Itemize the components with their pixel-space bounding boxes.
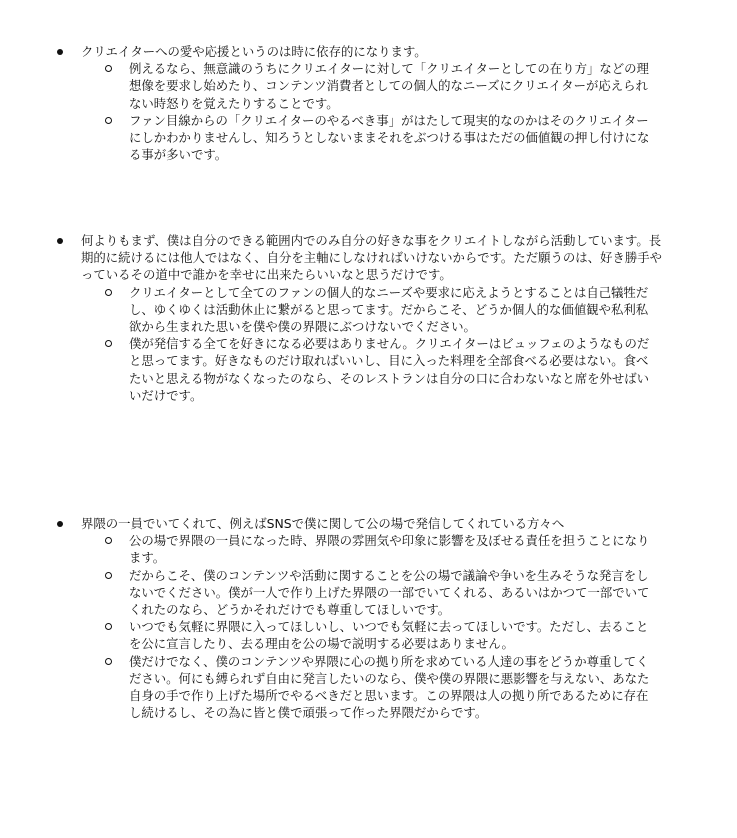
bullet-dot-icon <box>57 238 63 244</box>
bullet-text: 何よりもまず、僕は自分のできる範囲内でのみ自分の好きな事をクリエイトしながら活動しています。長期的に続けるには他人ではなく、自分を主軸にしなければいけないからです。ただ願うのは、好き勝手やっているその道中で誰かを幸せに出来たらいいなと思うだけです。 <box>81 233 662 283</box>
sub-bullet-circle-icon <box>105 65 112 72</box>
sub-bullet-text: だからこそ、僕のコンテンツや活動に関することを公の場で議論や争いを生みそうな発言をしないでください。僕が一人で作り上げた界隈の一部でいてくれる、あるいはかつて一部でいてくれたのなら、どうかそれだけでも尊重してほしいです。 <box>129 567 650 618</box>
sub-bullet-item <box>0 335 659 404</box>
bullet-item <box>0 515 667 532</box>
section-my-activity <box>0 232 737 404</box>
sub-bullet-text: いつでも気軽に界隈に入ってほしいし、いつでも気軽に去ってほしいです。ただし、去ることを公に宣言したり、去る理由を公の場で説明する必要はありません。 <box>129 619 649 652</box>
sub-bullet-circle-icon <box>105 340 112 347</box>
sub-bullet-item <box>0 60 659 112</box>
sub-bullet-item <box>0 284 659 336</box>
bullet-text: 界隈の一員でいてくれて、例えばSNSで僕に関して公の場で発信してくれている方々へ <box>81 516 565 531</box>
sub-bullet-item <box>0 653 659 722</box>
sub-bullet-item <box>0 618 659 652</box>
bullet-item <box>0 43 667 60</box>
sub-bullet-circle-icon <box>105 623 112 630</box>
sub-bullet-text: 僕だけでなく、僕のコンテンツや界隈に心の拠り所を求めている人達の事をどうか尊重してください。何にも縛られず自由に発言したいのなら、僕や僕の界隈に悪影響を与えない、あなた自身の手で作り上げた場所でやるべきだと思います。この界隈は人の拠り所であるために存在し続けるし、その為に皆と僕で頑張って作った界隈だからです。 <box>129 653 650 721</box>
sub-bullet-circle-icon <box>105 117 112 124</box>
sub-bullet-item <box>0 567 659 619</box>
bullet-dot-icon <box>57 49 63 55</box>
sub-bullet-circle-icon <box>105 537 112 544</box>
sub-bullet-circle-icon <box>105 658 112 665</box>
section-community-members <box>0 515 737 721</box>
sub-bullet-item <box>0 532 659 566</box>
sub-bullet-item <box>0 112 659 164</box>
sub-bullet-text: ファン目線からの「クリエイターのやるべき事」がはたして現実的なのかはそのクリエイターにしかわかりませんし、知ろうとしないままそれをぶつける事はただの価値観の押し付けになる事が多いです。 <box>129 112 650 163</box>
sub-bullet-text: 例えるなら、無意識のうちにクリエイターに対して「クリエイターとしての在り方」などの理想像を要求し始めたり、コンテンツ消費者としての個人的なニーズにクリエイターが応えられない時怒りを覚えたりすることです。 <box>129 61 649 111</box>
sub-bullet-text: 公の場で界隈の一員になった時、界隈の雰囲気や印象に影響を及ぼせる責任を担うことになります。 <box>129 533 650 566</box>
sub-bullet-text: 僕が発信する全てを好きになる必要はありません。クリエイターはビュッフェのようなものだと思ってます。好きなものだけ取ればいいし、目に入った料理を全部食べる必要はない。食べたいと思える物がなくなったのなら、そのレストランは自分の口に合わないなと席を外せばいいだけです。 <box>129 336 650 403</box>
bullet-item <box>0 232 667 284</box>
bullet-text: クリエイターへの愛や応援というのは時に依存的になります。 <box>81 44 427 59</box>
sub-bullet-text: クリエイターとして全てのファンの個人的なニーズや要求に応えようとすることは自己犠牲だし、ゆくゆくは活動休止に繋がると思ってます。だからこそ、どうか個人的な価値観や私利私欲から生まれた思いを僕や僕の界隈にぶつけないでください。 <box>129 284 649 335</box>
section-creator-love <box>0 43 737 163</box>
sub-bullet-circle-icon <box>105 572 112 579</box>
bullet-dot-icon <box>57 521 63 527</box>
sub-bullet-circle-icon <box>105 289 112 296</box>
